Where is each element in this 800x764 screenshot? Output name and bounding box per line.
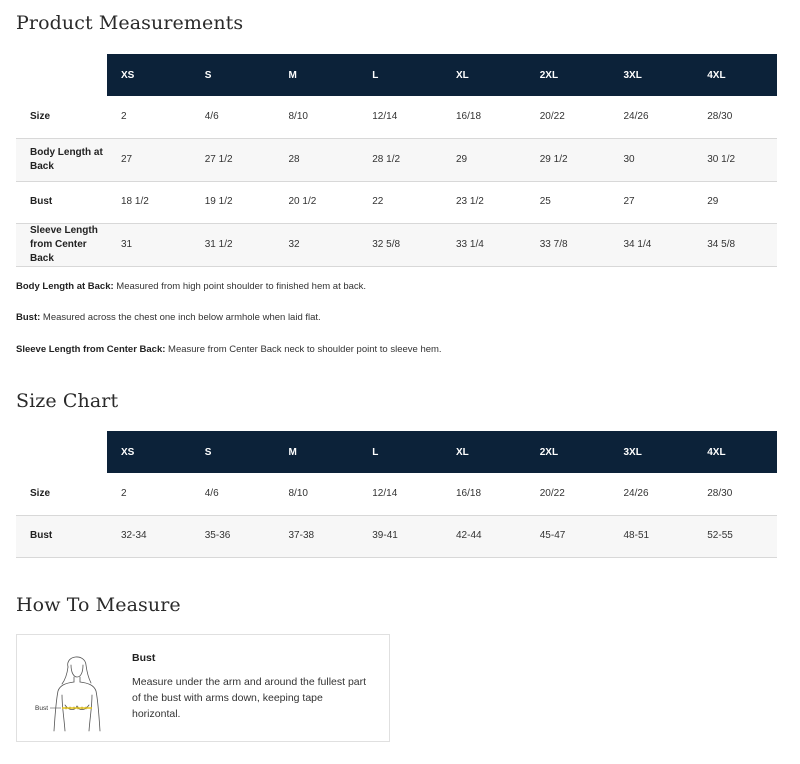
size-header-4xl: 4XL [693, 54, 777, 96]
table-cell: 8/10 [275, 96, 359, 138]
table-cell: 24/26 [610, 96, 694, 138]
table-cell: 32 [275, 223, 359, 266]
table-row [16, 96, 777, 138]
table-row [16, 473, 777, 515]
bust-figure-illustration [31, 645, 121, 735]
table-cell: 8/10 [275, 473, 359, 515]
table-row [16, 223, 777, 266]
size-header-4xl: 4XL [693, 431, 777, 473]
table-cell: 42-44 [442, 515, 526, 557]
header-blank-cell [16, 431, 107, 473]
table-cell: 18 1/2 [107, 181, 191, 223]
size-header-l: L [358, 431, 442, 473]
note-text: Measure from Center Back neck to shoulder point to sleeve hem. [165, 344, 442, 355]
table-row [16, 515, 777, 557]
size-chart-title: Size Chart [16, 390, 119, 412]
table-cell: 37-38 [275, 515, 359, 557]
header-row [16, 54, 777, 96]
table-cell: 48-51 [610, 515, 694, 557]
table-cell: 31 [107, 223, 191, 266]
table-row [16, 138, 777, 181]
size-header-3xl: 3XL [610, 431, 694, 473]
table-cell: 27 [107, 138, 191, 181]
table-cell: 39-41 [358, 515, 442, 557]
table-cell: 28/30 [693, 96, 777, 138]
table-cell: 20/22 [526, 473, 610, 515]
table-cell: 28/30 [693, 473, 777, 515]
table-cell: 32-34 [107, 515, 191, 557]
note-term: Bust: [16, 312, 41, 323]
table-cell: 27 1/2 [191, 138, 275, 181]
table-row [16, 181, 777, 223]
size-header-l: L [358, 54, 442, 96]
note-text: Measured from high point shoulder to finished hem at back. [113, 281, 367, 292]
table-cell: 28 1/2 [358, 138, 442, 181]
measure-card-bust [16, 634, 390, 742]
product-measurements-table [16, 54, 777, 267]
size-header-xl: XL [442, 54, 526, 96]
note-body-length [16, 281, 366, 292]
product-measurements-title: Product Measurements [16, 12, 244, 34]
note-text: Measured across the chest one inch below armhole when laid flat. [40, 312, 321, 323]
table-cell: 16/18 [442, 96, 526, 138]
table-cell: 30 [610, 138, 694, 181]
bust-figure-label: Bust [35, 705, 49, 712]
table-cell: 30 1/2 [693, 138, 777, 181]
note-term: Sleeve Length from Center Back: [16, 344, 166, 355]
table-cell: 29 1/2 [526, 138, 610, 181]
table-cell: 16/18 [442, 473, 526, 515]
size-header-m: M [275, 431, 359, 473]
row-label: Bust [16, 181, 107, 223]
table-cell: 22 [358, 181, 442, 223]
bust-figure-svg [31, 645, 121, 735]
size-header-xs: XS [107, 431, 191, 473]
table-cell: 2 [107, 473, 191, 515]
row-label: Size [16, 96, 107, 138]
table-cell: 33 1/4 [442, 223, 526, 266]
table-cell: 34 1/4 [610, 223, 694, 266]
table-cell: 35-36 [191, 515, 275, 557]
note-bust [16, 312, 321, 323]
size-chart-table [16, 431, 777, 558]
table-cell: 29 [693, 181, 777, 223]
row-label: Body Length at Back [16, 138, 107, 181]
table-cell: 4/6 [191, 473, 275, 515]
table-cell: 2 [107, 96, 191, 138]
row-label: Bust [16, 515, 107, 557]
table-cell: 23 1/2 [442, 181, 526, 223]
row-label: Sleeve Length from Center Back [16, 223, 107, 266]
table-cell: 31 1/2 [191, 223, 275, 266]
table-cell: 19 1/2 [191, 181, 275, 223]
measure-item-description: Measure under the arm and around the fullest part of the bust with arms down, keeping tape horizontal. [132, 676, 367, 720]
table-cell: 24/26 [610, 473, 694, 515]
table-cell: 20/22 [526, 96, 610, 138]
size-header-2xl: 2XL [526, 54, 610, 96]
table-cell: 27 [610, 181, 694, 223]
table-cell: 34 5/8 [693, 223, 777, 266]
size-header-3xl: 3XL [610, 54, 694, 96]
measure-item-title: Bust [132, 652, 156, 664]
size-header-s: S [191, 54, 275, 96]
table-cell: 4/6 [191, 96, 275, 138]
size-header-xl: XL [442, 431, 526, 473]
header-row [16, 431, 777, 473]
size-header-s: S [191, 431, 275, 473]
table-cell: 45-47 [526, 515, 610, 557]
note-term: Body Length at Back: [16, 281, 114, 292]
table-cell: 28 [275, 138, 359, 181]
table-cell: 52-55 [693, 515, 777, 557]
table-cell: 25 [526, 181, 610, 223]
table-cell: 29 [442, 138, 526, 181]
header-blank-cell [16, 54, 107, 96]
note-sleeve-length [16, 344, 442, 355]
table-cell: 12/14 [358, 96, 442, 138]
how-to-measure-title: How To Measure [16, 594, 181, 616]
size-header-xs: XS [107, 54, 191, 96]
size-header-m: M [275, 54, 359, 96]
table-cell: 33 7/8 [526, 223, 610, 266]
row-label: Size [16, 473, 107, 515]
size-header-2xl: 2XL [526, 431, 610, 473]
table-cell: 32 5/8 [358, 223, 442, 266]
table-cell: 20 1/2 [275, 181, 359, 223]
table-cell: 12/14 [358, 473, 442, 515]
